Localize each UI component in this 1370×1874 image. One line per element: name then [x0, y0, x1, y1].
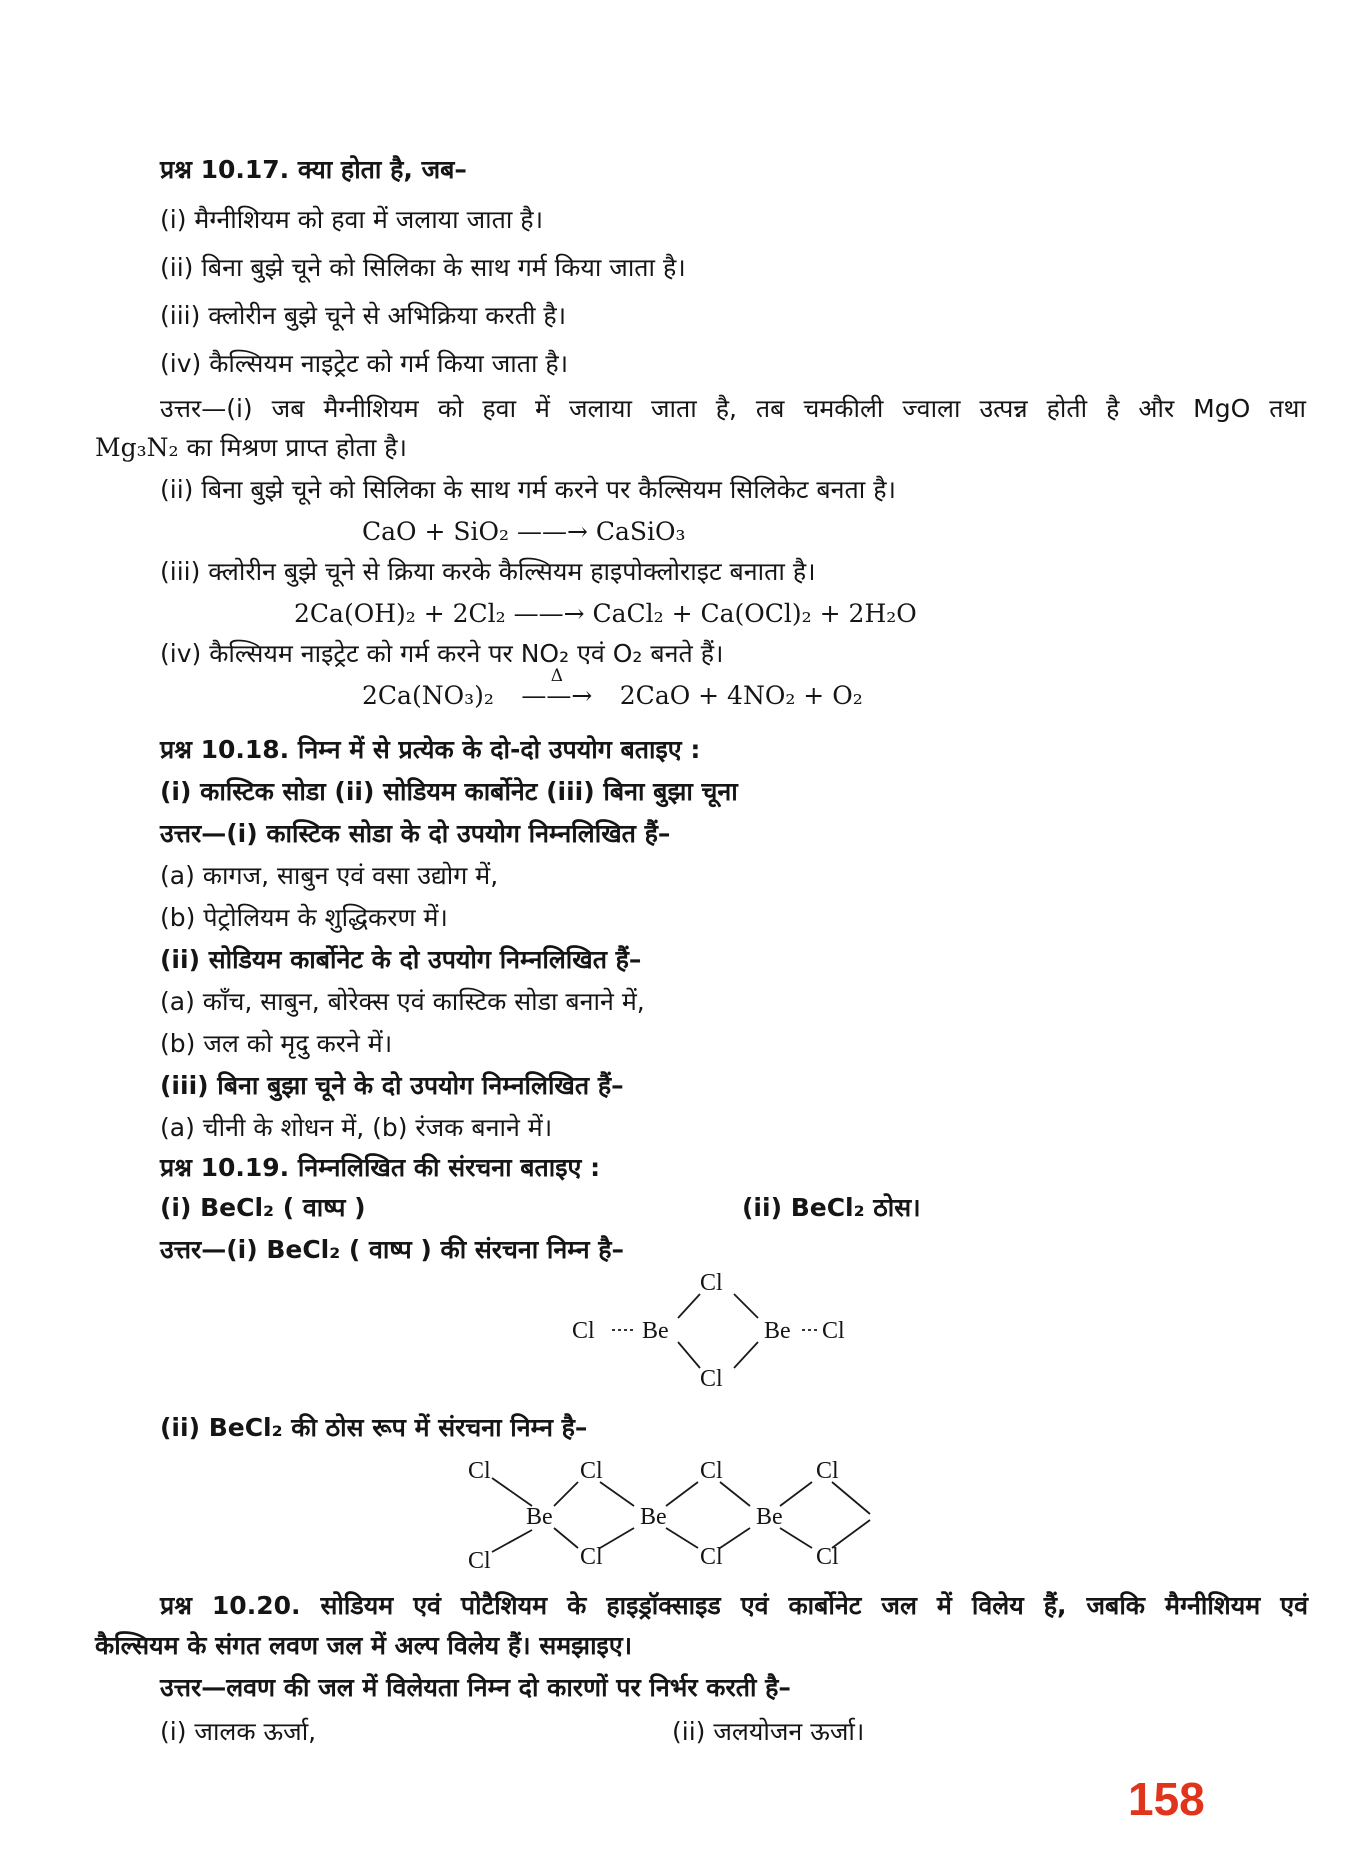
- answer-text: उत्तर—(i) जब मैग्नीशियम को हवा में जलाया जाता है, तब चमकीली ज्वाला उत्पन्न होती है और MgO तथा: [160, 394, 1306, 423]
- answer-text: (iii) क्लोरीन बुझे चूने से क्रिया करके कैल्सियम हाइपोक्लोराइट बनाता है।: [160, 557, 816, 586]
- list-item: (a) चीनी के शोधन में, (b) रंजक बनाने में।: [160, 1113, 553, 1142]
- list-item: (b) जल को मृदु करने में।: [160, 1029, 393, 1058]
- equation-product: 2CaO + 4NO₂ + O₂: [619, 681, 863, 710]
- becl2-vapour-structure: [560, 1262, 860, 1402]
- question-10-18-heading: प्रश्न 10.18. निम्न में से प्रत्येक के दो-दो उपयोग बताइए :: [160, 735, 701, 764]
- beryllium-atom: Be: [640, 1504, 667, 1530]
- page-number: 158: [1128, 1773, 1205, 1825]
- question-subheading: (i) कास्टिक सोडा (ii) सोडियम कार्बोनेट (iii) बिना बुझा चूना: [160, 777, 738, 806]
- question-10-20-heading: प्रश्न 10.20. सोडियम एवं पोटैशियम के हाइड्रॉक्साइड एवं कार्बोनेट जल में विलेय हैं, जबकि मैग्नीशियम एवं: [160, 1591, 1308, 1620]
- question-item: (i) मैग्नीशियम को हवा में जलाया जाता है।: [160, 205, 544, 234]
- equation-reactant: 2Ca(NO₃)₂: [362, 681, 494, 710]
- beryllium-atom: Be: [764, 1318, 791, 1344]
- answer-text: (ii) बिना बुझे चूने को सिलिका के साथ गर्म करने पर कैल्सियम सिलिकेट बनता है।: [160, 475, 896, 504]
- answer-text-continued: [95, 432, 407, 464]
- chlorine-atom: Cl: [572, 1318, 595, 1344]
- answer-heading: (ii) BeCl₂ की ठोस रूप में संरचना निम्न है–: [160, 1413, 588, 1442]
- answer-option: (i) जालक ऊर्जा,: [160, 1717, 317, 1746]
- beryllium-atom: Be: [642, 1318, 669, 1344]
- answer-heading: उत्तर—लवण की जल में विलेयता निम्न दो कारणों पर निर्भर करती है–: [160, 1673, 791, 1702]
- becl2-solid-structure: [460, 1448, 900, 1576]
- question-item: (ii) बिना बुझे चूने को सिलिका के साथ गर्म किया जाता है।: [160, 253, 686, 282]
- answer-heading: (ii) सोडियम कार्बोनेट के दो उपयोग निम्नलिखित हैं–: [160, 945, 642, 974]
- chlorine-atom: Cl: [822, 1318, 845, 1344]
- question-option: (ii) BeCl₂ ठोस।: [742, 1193, 921, 1222]
- chemical-equation: [362, 666, 863, 712]
- chlorine-atom: Cl: [580, 1458, 603, 1484]
- question-10-20-heading-continued: कैल्सियम के संगत लवण जल में अल्प विलेय हैं। समझाइए।: [95, 1631, 633, 1660]
- list-item: (a) काँच, साबुन, बोरेक्स एवं कास्टिक सोडा बनाने में,: [160, 987, 645, 1016]
- question-10-19-heading: प्रश्न 10.19. निम्नलिखित की संरचना बताइए :: [160, 1153, 601, 1182]
- question-option: (i) BeCl₂ ( वाष्प ): [160, 1193, 366, 1222]
- chlorine-atom: Cl: [700, 1544, 723, 1570]
- chemical-equation: CaO + SiO₂ ——→ CaSiO₃: [362, 517, 686, 546]
- answer-text: (iv) कैल्सियम नाइट्रेट को गर्म करने पर NO₂ एवं O₂ बनते हैं।: [160, 639, 724, 668]
- heat-symbol: Δ: [550, 666, 563, 686]
- answer-heading: (iii) बिना बुझा चूने के दो उपयोग निम्नलिखित हैं–: [160, 1071, 624, 1100]
- chlorine-atom: Cl: [700, 1458, 723, 1484]
- chlorine-atom: Cl: [468, 1548, 491, 1574]
- answer-option: (ii) जलयोजन ऊर्जा।: [672, 1717, 865, 1746]
- chlorine-atom: Cl: [816, 1458, 839, 1484]
- beryllium-atom: Be: [526, 1504, 553, 1530]
- formula: Mg₃N₂: [95, 433, 179, 462]
- chlorine-atom: Cl: [580, 1544, 603, 1570]
- list-item: (a) कागज, साबुन एवं वसा उद्योग में,: [160, 861, 499, 890]
- chemical-equation: 2Ca(OH)₂ + 2Cl₂ ——→ CaCl₂ + Ca(OCl)₂ + 2H₂O: [294, 599, 917, 628]
- list-item: (b) पेट्रोलियम के शुद्धिकरण में।: [160, 903, 448, 932]
- answer-text: का मिश्रण प्राप्त होता है।: [186, 433, 408, 462]
- chlorine-atom: Cl: [468, 1458, 491, 1484]
- question-item: (iv) कैल्सियम नाइट्रेट को गर्म किया जाता है।: [160, 349, 569, 378]
- heat-arrow: Δ ——→: [508, 680, 606, 712]
- chlorine-atom: Cl: [816, 1544, 839, 1570]
- question-item: (iii) क्लोरीन बुझे चूने से अभिक्रिया करती है।: [160, 301, 567, 330]
- question-10-17-heading: प्रश्न 10.17. क्या होता है, जब–: [160, 155, 467, 184]
- chlorine-atom: Cl: [700, 1270, 723, 1296]
- answer-heading: उत्तर—(i) कास्टिक सोडा के दो उपयोग निम्नलिखित हैं–: [160, 819, 671, 848]
- beryllium-atom: Be: [756, 1504, 783, 1530]
- chlorine-atom: Cl: [700, 1366, 723, 1392]
- answer-heading: उत्तर—(i) BeCl₂ ( वाष्प ) की संरचना निम्न है–: [160, 1235, 625, 1264]
